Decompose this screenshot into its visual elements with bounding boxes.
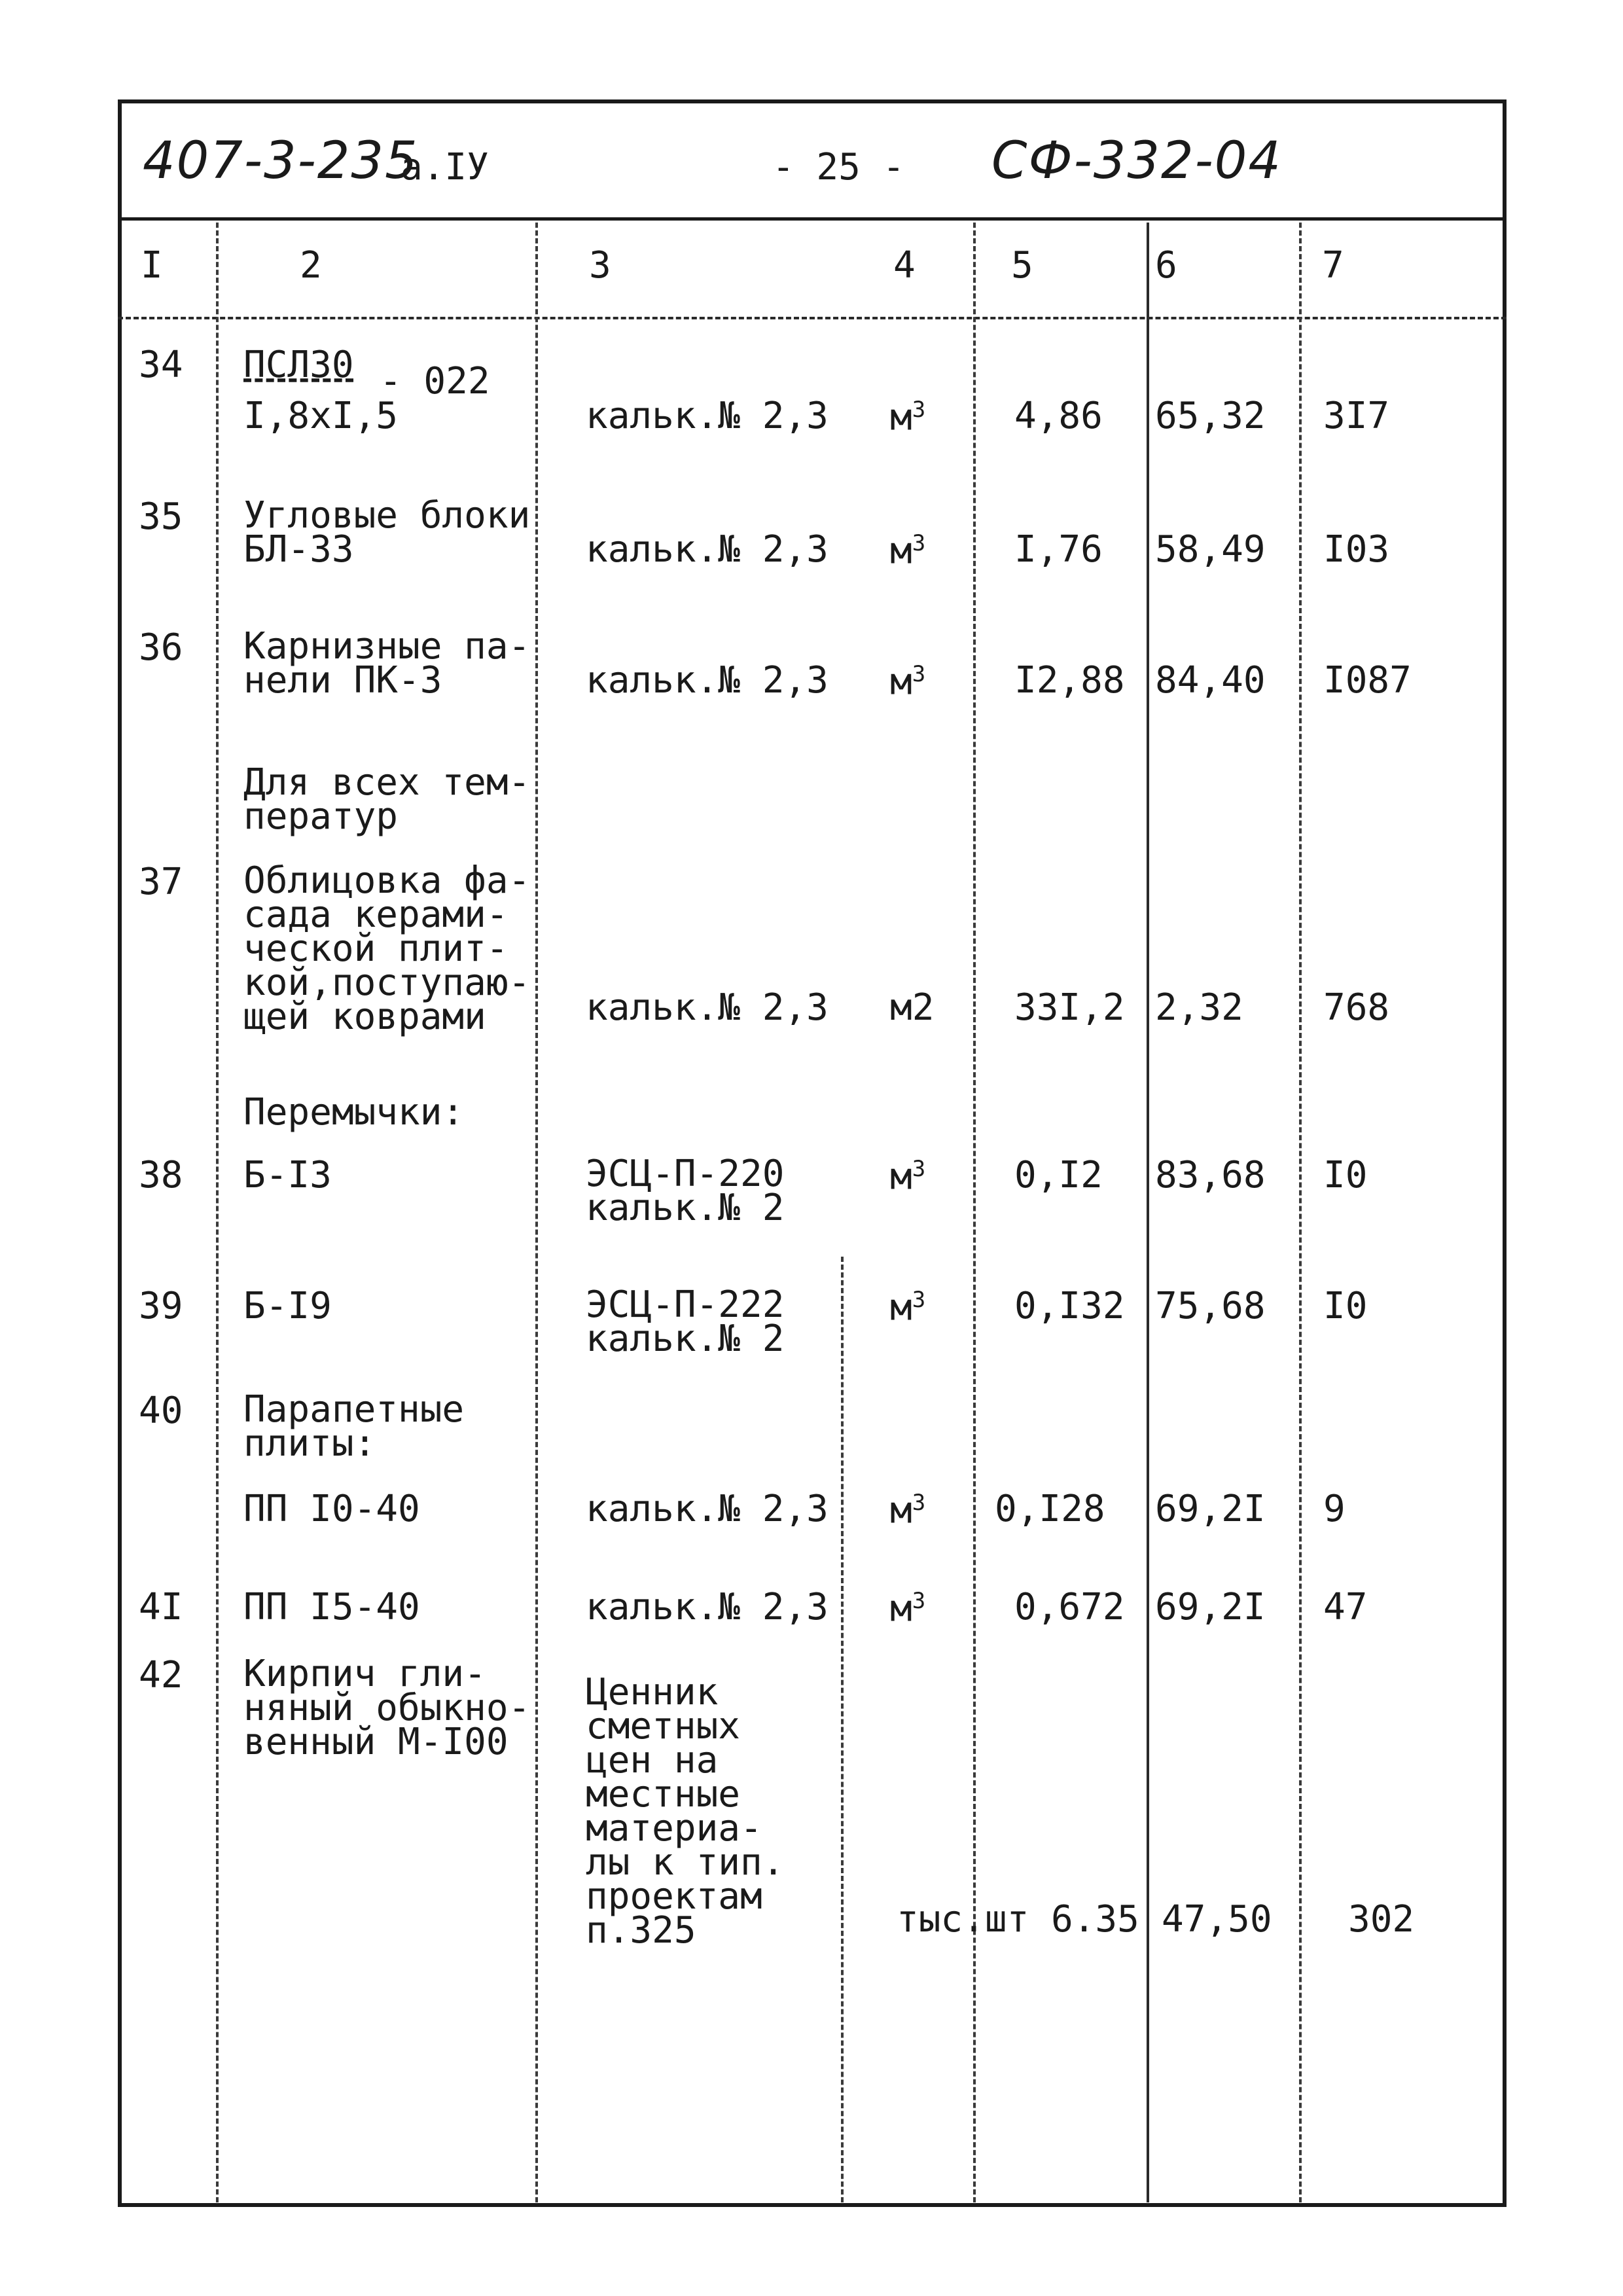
unit: $м^3$ bbox=[890, 1587, 926, 1630]
source: кальк.№ 2,3 bbox=[586, 1586, 829, 1628]
column-divider-5 bbox=[1147, 223, 1149, 2202]
header-divider bbox=[118, 217, 1507, 221]
quantity: 0,672 bbox=[1014, 1586, 1125, 1628]
unit-price: 69,2I bbox=[1155, 1586, 1266, 1628]
unit: $м^3$ bbox=[890, 1286, 926, 1329]
source: кальк.№ 2,3 bbox=[586, 1488, 829, 1530]
item-code: ПСЛ30 bbox=[243, 344, 354, 386]
unit: м2 bbox=[890, 986, 935, 1029]
item-name: Карнизные па- нели ПК-3 bbox=[243, 625, 531, 702]
column-header-divider bbox=[118, 317, 1507, 319]
doc-code: 407-3-235 bbox=[143, 132, 419, 190]
column-header: 7 bbox=[1322, 244, 1344, 287]
unit: $м^3$ bbox=[890, 1489, 926, 1532]
unit-and-quantity: тыс.шт 6.35 bbox=[897, 1898, 1139, 1941]
column-header: 3 bbox=[589, 244, 611, 287]
unit-price: 69,2I bbox=[1155, 1488, 1266, 1530]
column-header: 5 bbox=[1011, 244, 1033, 287]
quantity: 0,I2 bbox=[1014, 1154, 1103, 1196]
total-cost: I03 bbox=[1323, 528, 1390, 571]
row-number: 36 bbox=[139, 626, 183, 669]
unit-price: 65,32 bbox=[1155, 395, 1266, 437]
quantity: 0,I32 bbox=[1014, 1285, 1125, 1327]
unit-price: 83,68 bbox=[1155, 1154, 1266, 1196]
unit: $м^3$ bbox=[890, 529, 926, 573]
column-divider-3 bbox=[841, 1257, 844, 2202]
total-cost: I0 bbox=[1323, 1154, 1368, 1196]
album-number: а.IУ bbox=[401, 146, 489, 188]
unit: $м^3$ bbox=[890, 660, 926, 704]
column-header: 2 bbox=[300, 244, 322, 287]
unit-price: 2,32 bbox=[1155, 986, 1243, 1029]
source: Ценник сметных цен на местные материа- лы к тип. проектам п.325 bbox=[586, 1671, 785, 1952]
quantity: I,76 bbox=[1014, 528, 1103, 571]
source: ЭСЦ-П-222 кальк.№ 2 bbox=[586, 1283, 785, 1360]
quantity: 0,I28 bbox=[995, 1488, 1105, 1530]
column-header: 6 bbox=[1155, 244, 1177, 287]
unit-price: 58,49 bbox=[1155, 528, 1266, 571]
row-number: 42 bbox=[139, 1654, 183, 1696]
row-number: 4I bbox=[139, 1586, 183, 1628]
total-cost: 302 bbox=[1348, 1898, 1415, 1941]
source: кальк.№ 2,3 bbox=[586, 659, 829, 702]
row-number: 34 bbox=[139, 344, 183, 386]
item-dimensions: I,8xI,5 bbox=[243, 395, 399, 437]
row-number: 37 bbox=[139, 861, 183, 903]
item-name: Б-I3 bbox=[243, 1154, 332, 1196]
source: кальк.№ 2,3 bbox=[586, 395, 829, 437]
column-header: I bbox=[141, 244, 163, 287]
total-cost: I0 bbox=[1323, 1285, 1368, 1327]
total-cost: 47 bbox=[1323, 1586, 1368, 1628]
unit-price: 47,50 bbox=[1162, 1898, 1272, 1941]
column-divider-6 bbox=[1299, 223, 1302, 2202]
source: кальк.№ 2,3 bbox=[586, 528, 829, 571]
page-number: - 25 - bbox=[772, 146, 905, 188]
item-name: Кирпич гли- няный обыкно- венный М-I00 bbox=[243, 1653, 531, 1763]
quantity: 4,86 bbox=[1014, 395, 1103, 437]
item-name: Б-I9 bbox=[243, 1285, 332, 1327]
total-cost: 9 bbox=[1323, 1488, 1346, 1530]
unit-price: 84,40 bbox=[1155, 659, 1266, 702]
section-heading: Перемычки: bbox=[243, 1091, 465, 1134]
unit: $м^3$ bbox=[890, 396, 926, 439]
item-code-suffix: - 022 bbox=[380, 360, 490, 403]
quantity: I2,88 bbox=[1014, 659, 1125, 702]
item-name: Облицовка фа- сада керами- ческой плит- кой,поступаю- щей коврами bbox=[243, 859, 531, 1038]
item-name: Парапетные плиты: bbox=[243, 1388, 465, 1465]
source: ЭСЦ-П-220 кальк.№ 2 bbox=[586, 1153, 785, 1229]
section-heading: Для всех тем- ператур bbox=[243, 761, 531, 838]
column-divider-2 bbox=[535, 223, 538, 2202]
quantity: 33I,2 bbox=[1014, 986, 1125, 1029]
source: кальк.№ 2,3 bbox=[586, 986, 829, 1029]
item-name: Угловые блоки БЛ-33 bbox=[243, 494, 531, 571]
unit: $м^3$ bbox=[890, 1155, 926, 1198]
item-name: ПП I5-40 bbox=[243, 1586, 420, 1628]
item-name: ПП I0-40 bbox=[243, 1488, 420, 1530]
row-number: 40 bbox=[139, 1390, 183, 1432]
row-number: 35 bbox=[139, 495, 183, 538]
row-number: 39 bbox=[139, 1285, 183, 1327]
row-number: 38 bbox=[139, 1154, 183, 1196]
column-divider-1 bbox=[216, 223, 219, 2202]
total-cost: 768 bbox=[1323, 986, 1390, 1029]
total-cost: I087 bbox=[1323, 659, 1412, 702]
total-cost: 3I7 bbox=[1323, 395, 1390, 437]
unit-price: 75,68 bbox=[1155, 1285, 1266, 1327]
sheet-code: СФ-332-04 bbox=[991, 132, 1283, 190]
column-header: 4 bbox=[893, 244, 916, 287]
